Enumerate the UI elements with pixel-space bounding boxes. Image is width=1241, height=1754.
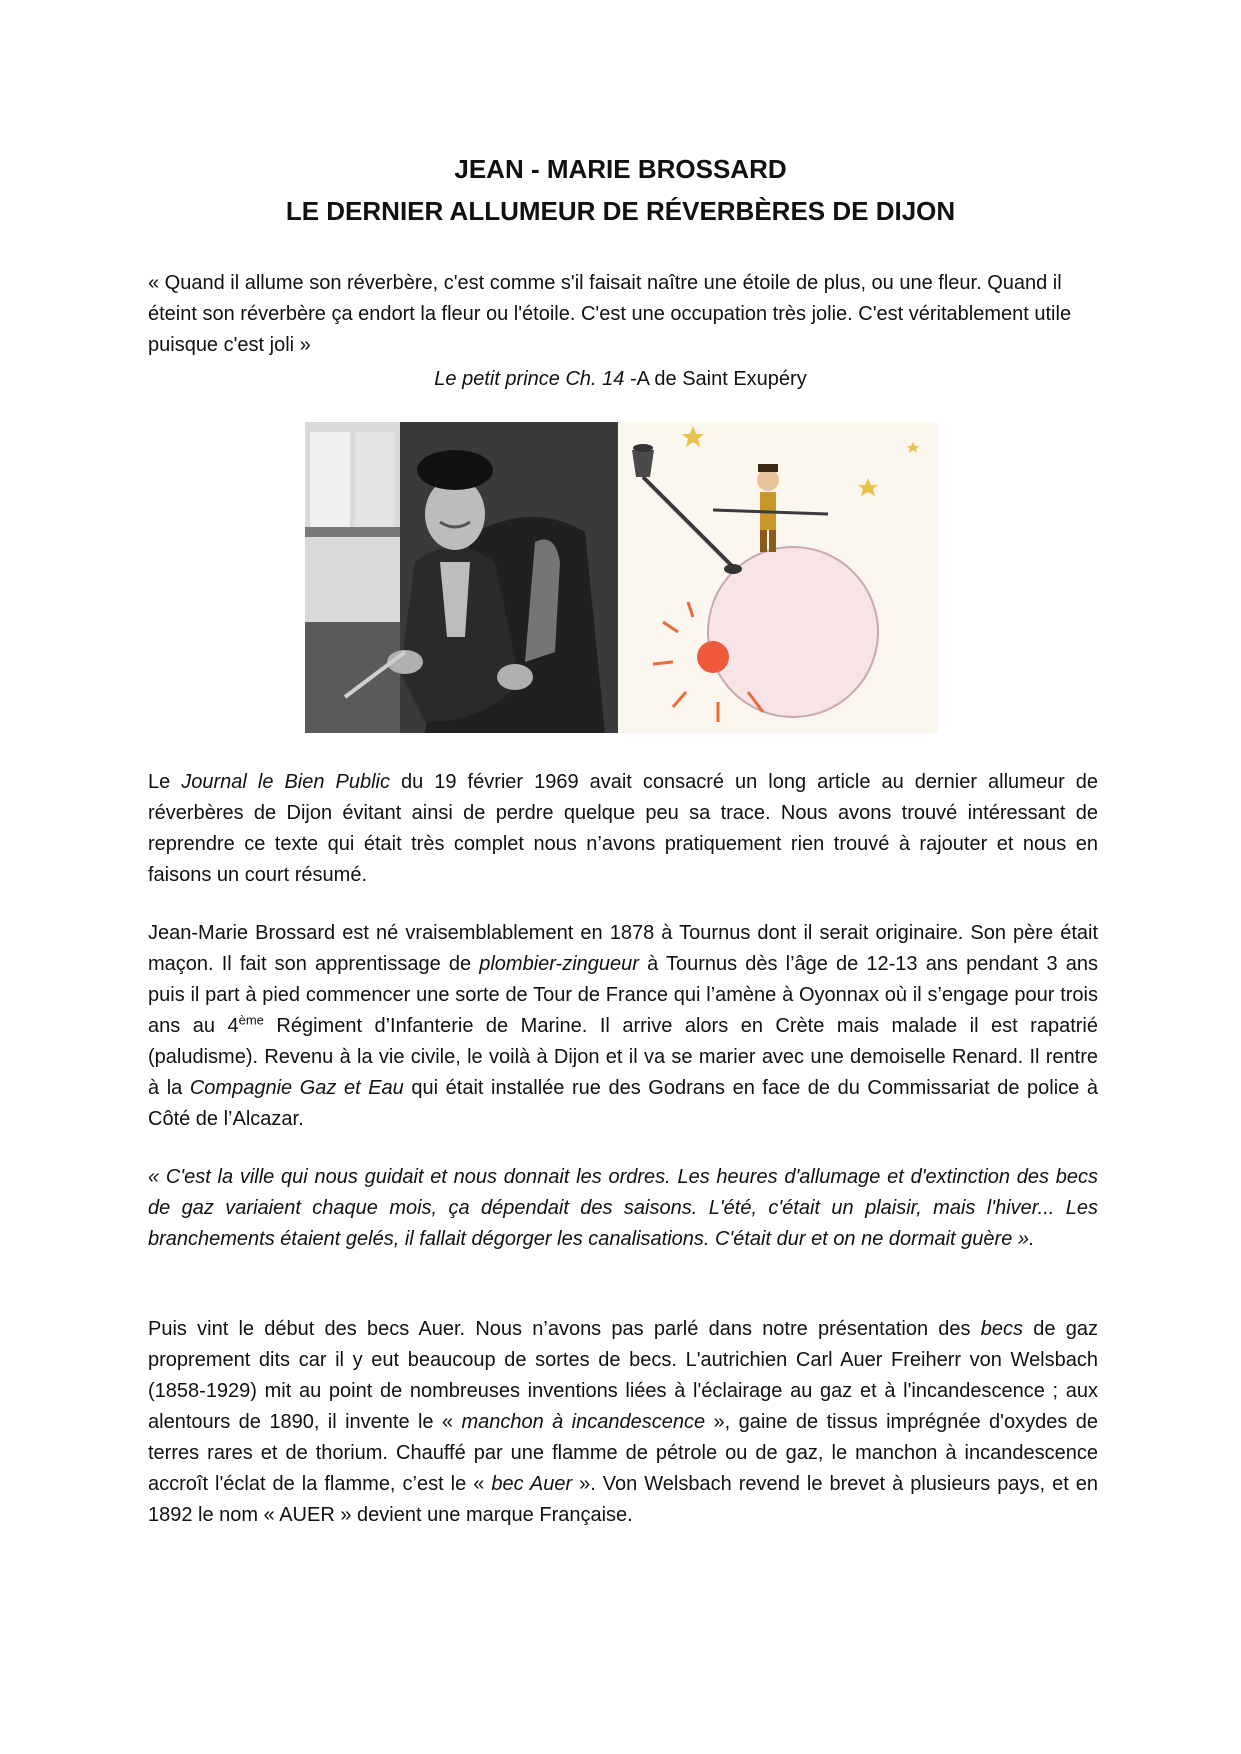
photo-lamplighter-portrait [305,422,618,733]
epigraph-source-author: -A de Saint Exupéry [624,368,807,390]
paragraph-journal-after: du 19 février 1969 avait consacré un long article au dernier allumeur de réverbères de Dijon évitant ainsi de perdre quelque peu sa trace. Nous avons trouvé intéressant de reprendre ce texte qui était très complet nous n’avons pratiquement rien trouvé à rajouter et nous en faisons un court résumé. [148,771,1098,886]
biography-part-3: Régiment d’Infanterie de Marine. Il arrive alors en Crète mais malade il est rapatrié (paludisme). Revenu à la vie civile, le voilà à Dijon et il va se marier avec une demoiselle Renard. Il rentre à la [148,1015,1098,1099]
auer-part-2: de gaz proprement dits car il y eut beaucoup de sortes de becs. L'autrichien Carl Auer Freiherr von Welsbach (1858-1929) mit au point de nombreuses inventions liées à l'éclairage au gaz et à l'incandescence ; aux alentours de 1890, il invente le « [148,1318,1098,1433]
illustration-little-prince-lamplighter [618,422,938,733]
paragraph-biography [148,918,1098,1135]
epigraph-quote: « Quand il allume son réverbère, c'est comme s'il faisait naître une étoile de plus, ou une fleur. Quand il éteint son réverbère ça endort la fleur ou l'étoile. C'est une occupation très jolie. C'est véritablement utile puisque c'est joli » [148,272,1072,356]
biography-part-1: Jean-Marie Brossard est né vraisemblablement en 1878 à Tournus dont il serait originaire. Son père était maçon. Il fait son apprentissage de [148,922,1098,975]
paragraph-testimony-quote: « C'est la ville qui nous guidait et nous donnait les ordres. Les heures d'allumage et d'extinction des becs de gaz variaient chaque mois, ça dépendait des saisons. L'été, c'était un plaisir, mais l'hiver... Les branchements étaient gelés, il fallait dégorger les canalisations. C'était dur et on ne dormait guère ». [148,1166,1098,1250]
paragraph-journal-before: Le [148,771,182,793]
title-line-1: JEAN - MARIE BROSSARD [454,154,787,184]
paragraph-journal [148,767,1098,891]
biography-part-2: à Tournus dès l’âge de 12-13 ans pendant 3 ans puis il part à pied commencer une sorte de Tour de France qui l’amène à Oyonnax où il s’engage pour trois ans au 4 [148,953,1098,1037]
epigraph-attribution [0,364,1241,395]
auer-part-3: », gaine de tissus imprégnée d'oxydes de terres rares et de thorium. Chauffé par une flamme de pétrole ou de gaz, le manchon à incandescence accroît l'éclat de la flamme, c’est le « [148,1411,1098,1495]
biography-part-4: qui était installée rue des Godrans en face de du Commissariat de police à Côté de l’Alcazar. [148,1077,1098,1130]
paragraph-auer [148,1314,1098,1531]
auer-becs: becs [980,1318,1024,1340]
auer-bec-auer: bec Auer [491,1473,573,1495]
journal-name: Journal le Bien Public [181,771,390,793]
biography-company: Compagnie Gaz et Eau [189,1077,404,1099]
title-line-2: LE DERNIER ALLUMEUR DE RÉVERBÈRES DE DIJON [285,196,956,226]
auer-part-1: Puis vint le début des becs Auer. Nous n’avons pas parlé dans notre présentation des [148,1318,981,1340]
auer-manchon: manchon à incandescence [461,1411,706,1433]
biography-trade: plombier-zingueur [479,953,639,975]
auer-part-4: ». Von Welsbach revend le brevet à plusieurs pays, et en 1892 le nom « AUER » devient une marque Française. [148,1473,1098,1526]
biography-ordinal: ème [238,1012,264,1028]
epigraph-source-title: Le petit prince Ch. 14 [434,368,625,390]
